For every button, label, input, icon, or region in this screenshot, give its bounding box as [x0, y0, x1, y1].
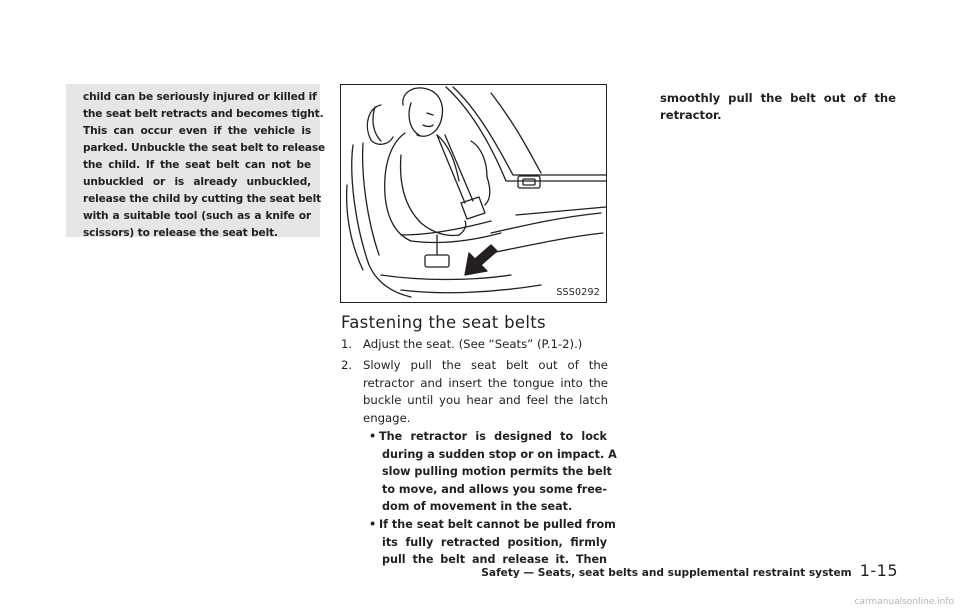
- warning-line: scissors) to release the seat belt.: [83, 227, 278, 239]
- warning-line: with a suitable tool (such as a knife or: [83, 210, 311, 222]
- footer-section-title: Safety — Seats, seat belts and supplemental restraint system: [481, 567, 852, 579]
- seat-belt-illustration: [340, 84, 607, 303]
- step-number: 2.: [341, 358, 353, 372]
- warning-line: This can occur even if the vehicle is: [83, 125, 311, 137]
- bullet-line: during a sudden stop or on impact. A: [382, 447, 617, 461]
- page-number: 1-15: [859, 561, 898, 580]
- bullet-icon: •: [369, 518, 377, 531]
- bullet-line: slow pulling motion permits the belt: [382, 465, 612, 478]
- bullet-line: its fully retracted position, firmly: [382, 535, 607, 549]
- figure-code: SSS0292: [556, 287, 600, 298]
- step-line: Slowly pull the seat belt out of the: [363, 358, 608, 372]
- bullet-line: dom of movement in the seat.: [382, 500, 573, 513]
- bullet-line: to move, and allows you some free-: [382, 482, 608, 496]
- bullet-line: pull the belt and release it. Then: [382, 553, 607, 566]
- warning-line: unbuckled or is already unbuckled,: [83, 176, 311, 188]
- continuation-line: smoothly pull the belt out of the: [660, 91, 896, 105]
- step-2: [341, 357, 608, 427]
- section-heading: Fastening the seat belts: [341, 313, 546, 332]
- continuation-text: [660, 90, 896, 124]
- watermark: carmanualsonline.info: [854, 597, 954, 607]
- step-line: Adjust the seat. (See “Seats” (P.1-2).): [363, 337, 583, 351]
- continuation-line: retractor.: [660, 108, 722, 122]
- warning-line: child can be seriously injured or killed if: [83, 91, 317, 103]
- warning-line: the seat belt retracts and becomes tight.: [83, 108, 324, 120]
- bullet-icon: •: [369, 430, 377, 443]
- warning-line: the child. If the seat belt can not be: [83, 159, 311, 171]
- step-number: 1.: [341, 337, 353, 351]
- bullet-item: [369, 428, 617, 516]
- step-1: [341, 336, 608, 354]
- step-line: engage.: [363, 410, 411, 425]
- seat-belt-drawing: [341, 85, 606, 302]
- bullet-line: The retractor is designed to lock: [379, 430, 607, 443]
- warning-line: parked. Unbuckle the seat belt to release: [83, 142, 326, 154]
- step-line: retractor and insert the tongue into the: [363, 375, 608, 390]
- page-footer: [481, 561, 898, 580]
- step-line: buckle until you hear and feel the latch: [363, 393, 608, 407]
- bullet-line: If the seat belt cannot be pulled from: [379, 518, 616, 531]
- warning-box: [66, 84, 326, 239]
- warning-line: release the child by cutting the seat belt: [83, 193, 321, 205]
